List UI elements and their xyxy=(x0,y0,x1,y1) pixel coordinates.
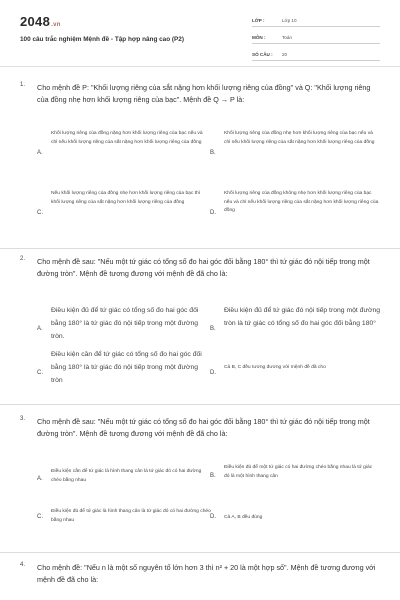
question-divider xyxy=(0,248,400,249)
option-letter: A. xyxy=(37,476,43,482)
meta-row-subject xyxy=(252,31,380,44)
option-text: Khối lượng riêng của đồng không nhẹ hơn khối lượng riêng của bạc nếu và chỉ nếu khối lượng riêng của sắt nặng hơn khối lượng riêng của đồng xyxy=(224,191,379,214)
option-text: Điều kiện cần để tứ giác có tổng số đo hai góc đối bằng 180° là tứ giác đó nội tiếp trong một đường tròn xyxy=(51,351,202,384)
meta-row-count xyxy=(252,48,380,61)
question-text: Cho mệnh đề P: "Khối lượng riêng của sắt nặng hơn khối lượng riêng của đồng" và Q: "Khối lượng riêng của đồng nhẹ hơn khối lượng riêng của bạc". Mệnh đề Q → P là: xyxy=(37,83,371,104)
option-letter: B. xyxy=(210,150,216,156)
option-text: Điều kiện cần để tứ giác là hình thang cân là tứ giác đó có hai đường chéo bằng nhau xyxy=(51,469,202,483)
option-text: Cả A, B đều đúng xyxy=(224,515,263,520)
logo-suffix: .vn xyxy=(51,22,61,28)
option-letter: A. xyxy=(37,326,43,332)
option-text: Điều kiện đủ để tứ giác đó nội tiếp trong một đường tròn là tứ giác có tổng số đo hai góc đối bằng 180° xyxy=(224,307,381,327)
option-letter: C. xyxy=(37,210,43,216)
meta-value: Lớp 10 xyxy=(282,17,297,23)
option-text: Điều kiện đủ để tứ giác có tổng số đo hai góc đối bằng 180° là tứ giác đó nội tiếp trong một đường tròn. xyxy=(51,307,199,340)
option-letter: D. xyxy=(210,514,216,520)
question-number: 3. xyxy=(20,416,26,422)
document-header xyxy=(0,0,400,70)
question-divider xyxy=(0,404,400,405)
meta-value: Toán xyxy=(282,34,292,40)
option-text: Điều kiện đủ để tứ giác là hình thang cân là tứ giác đó có hai đường chéo bằng nhau xyxy=(51,509,211,523)
option-text: Điều kiện đủ để một tứ giác có hai đường chéo bằng nhau là tứ giác đó là một hình thang cân xyxy=(224,465,373,479)
option-text: Khối lượng riêng của đồng nặng hơn khối lượng riêng của bạc nếu và chỉ nếu khối lượng riêng của sắt nặng hơn khối lượng riêng của đồng xyxy=(51,131,203,145)
meta-label: MÔN : xyxy=(252,34,266,40)
question-number: 1. xyxy=(20,82,26,88)
option-text: Cả B, C đều tương đương với mệnh đề đã cho xyxy=(224,365,326,370)
question-divider xyxy=(0,552,400,553)
question-3 xyxy=(20,416,380,546)
option-letter: C. xyxy=(37,514,43,520)
question-text: Cho mệnh đề sau: "Nếu một tứ giác có tổng số đo hai góc đối bằng 180° thì tứ giác đó nội tiếp trong một đường tròn". Mệnh đề tương đương với mệnh đề đã cho là: xyxy=(37,417,370,438)
option-letter: D. xyxy=(210,370,216,376)
option-letter: D. xyxy=(210,210,216,216)
question-1 xyxy=(20,82,380,242)
meta-value: 20 xyxy=(282,51,288,57)
question-2 xyxy=(20,256,380,396)
document-title: 100 câu trắc nghiệm Mệnh đề - Tập hợp nâng cao (P2) xyxy=(20,36,184,43)
logo-text: 2048 xyxy=(20,14,51,29)
document-meta xyxy=(252,14,380,65)
site-logo[interactable] xyxy=(20,14,61,29)
header-divider xyxy=(0,66,400,67)
question-number: 4. xyxy=(20,562,26,568)
meta-label: LỚP : xyxy=(252,17,265,23)
option-letter: B. xyxy=(210,473,216,479)
option-letter: A. xyxy=(37,150,43,156)
option-letter: C. xyxy=(37,370,43,376)
meta-row-class xyxy=(252,14,380,27)
question-number: 2. xyxy=(20,256,26,262)
question-text: Cho mệnh đề: "Nếu n là một số nguyên tố lớn hơn 3 thì n² + 20 là một hợp số". Mệnh đề tương đương với mệnh đề đã cho là: xyxy=(37,563,376,584)
option-text: Khối lượng riêng của đồng nhẹ hơn khối lượng riêng của bạc nếu và chỉ nếu khối lượng riêng của sắt nặng hơn khối lượng riêng của đồng xyxy=(224,131,375,145)
option-text: Nếu khối lượng riêng của đồng nhẹ hơn khối lượng riêng của bạc thì khối lượng riêng của sắt nặng hơn khối lượng riêng của đồng xyxy=(51,191,201,205)
option-letter: B. xyxy=(210,326,216,332)
question-4 xyxy=(20,562,380,598)
question-text: Cho mệnh đề sau: "Nếu một tứ giác có tổng số đo hai góc đối bằng 180° thì tứ giác đó nội tiếp trong một đường tròn". Mệnh đề tương đương với mệnh đề đã cho là: xyxy=(37,257,370,278)
meta-label: SỐ CÂU : xyxy=(252,51,273,57)
